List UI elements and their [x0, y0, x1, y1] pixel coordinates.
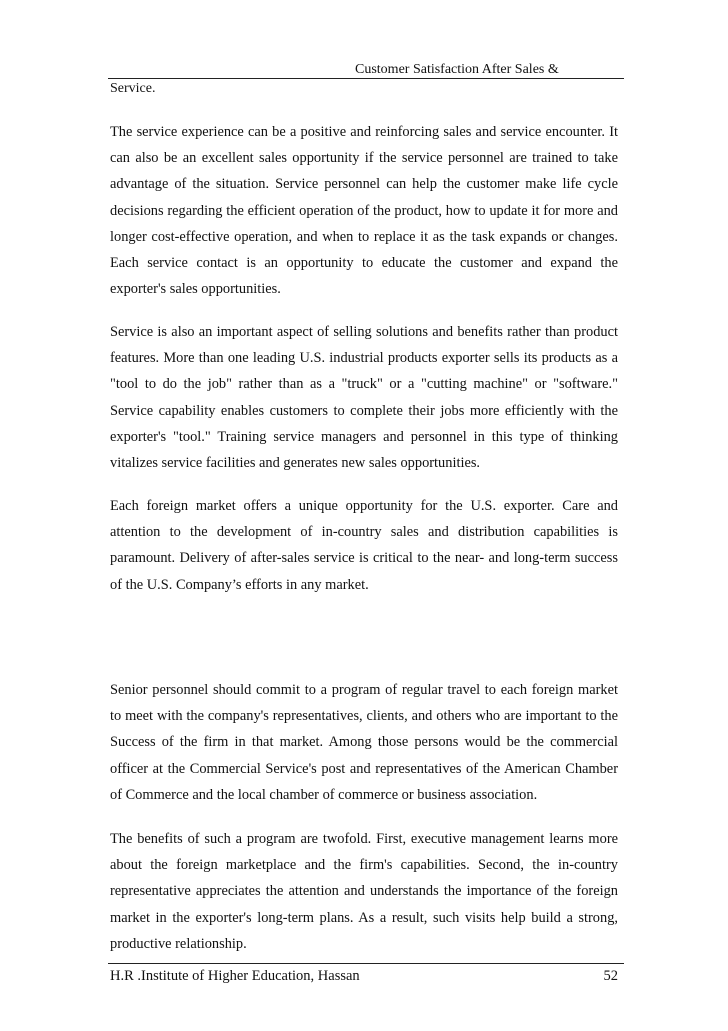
running-header-title: Customer Satisfaction After Sales &	[355, 62, 559, 77]
footer-institution: H.R .Institute of Higher Education, Hassan	[110, 968, 360, 984]
header-rule	[108, 78, 624, 79]
page-number: 52	[603, 968, 618, 984]
paragraph-senior-personnel: Senior personnel should commit to a program of regular travel to each foreign market to meet with the company's representatives, clients, and others who are important to the Success of the firm in that market. Among those persons would be the commercial officer at the Commercial Service's post and representatives of the American Chamber of Commerce and the local chamber of commerce or business association.	[110, 682, 618, 803]
paragraph-program-benefits: The benefits of such a program are twofold. First, executive management learns more about the foreign marketplace and the firm's capabilities. Second, the in-country representative appreciates the attention and understands the importance of the foreign market in the exporter's long-term plans. As a result, such visits help build a strong, productive relationship.	[110, 831, 618, 952]
paragraph-service-experience: The service experience can be a positive and reinforcing sales and service encounter. It can also be an excellent sales opportunity if the service personnel are trained to take advantage of the situation. Service personnel can help the customer make life cycle decisions regarding the efficient operation of the product, how to update it for more and longer cost-effective operation, and when to replace it as the task expands or changes. Each service contact is an opportunity to educate the customer and expand the exporter's sales opportunities.	[110, 124, 618, 298]
footer-rule	[108, 963, 624, 964]
paragraph-selling-solutions: Service is also an important aspect of selling solutions and benefits rather than product features. More than one leading U.S. industrial products exporter sells its products as a "tool to do the job" rather than as a "truck" or a "cutting machine" or "software." Service capability enables customers to complete their jobs more efficiently with the exporter's "tool." Training service managers and personnel in this type of thinking vitalizes service facilities and generates new sales opportunities.	[110, 324, 618, 472]
paragraph-foreign-market: Each foreign market offers a unique opportunity for the U.S. exporter. Care and attention to the development of in-country sales and distribution capabilities is paramount. Delivery of after-sales service is critical to the near- and long-term success of the U.S. Company’s efforts in any market.	[110, 498, 618, 593]
running-header-continuation: Service.	[110, 81, 156, 96]
